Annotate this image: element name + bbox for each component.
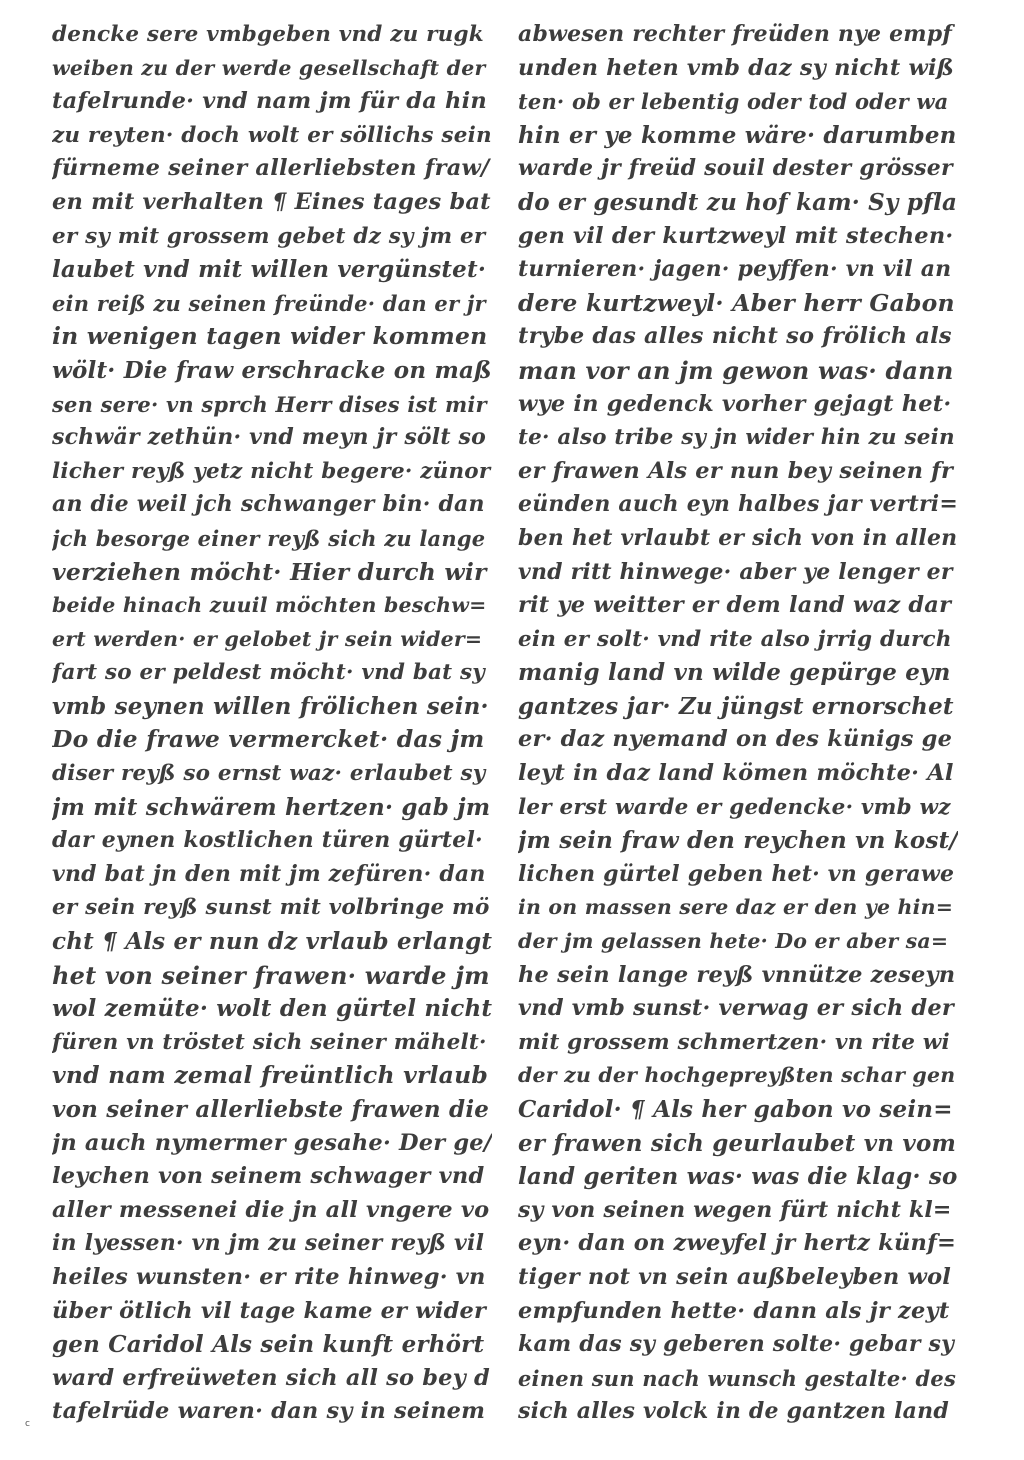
text-line: wol zemüte· wolt den gürtel nicht [52, 995, 492, 1023]
text-line: er frawen Als er nun bey seinen fr [518, 457, 954, 484]
text-line: ert werden· er gelobet jr sein wider= [52, 626, 483, 651]
text-line: vnd ritt hinwege· aber ye lenger er [518, 558, 953, 585]
text-line: der zu der hochgepreyßten schar gen [518, 1063, 956, 1088]
text-line: unden heten vmb daz sy nicht wiß [518, 54, 955, 81]
text-line: dar eynen kostlichen türen gürtel· [52, 827, 483, 854]
text-line: beide hinach zuuil möchten beschw= [52, 593, 487, 618]
text-line: ein er solt· vnd rite also jrrig durch [518, 626, 952, 652]
text-line: füren vn tröstet sich seiner mähelt· [52, 1029, 487, 1055]
text-line: in lyessen· vn jm zu seiner reyß vil [52, 1230, 485, 1257]
text-line: vnd bat jn den mit jm zefüren· dan [52, 860, 486, 887]
text-line: kam das sy geberen solte· gebar sy [518, 1331, 955, 1358]
text-line: fart so er peldest möcht· vnd bat sy [52, 660, 485, 686]
text-line: weiben zu der werde gesellschaft der [52, 55, 486, 80]
text-line: ten· ob er lebentig oder tod oder wa [518, 89, 949, 115]
text-line: vnd nam zemal freüntlich vrlaub [52, 1061, 489, 1090]
text-line: schwär zethün· vnd meyn jr sölt so [52, 424, 487, 451]
text-line: te· also tribe sy jn wider hin zu sein [518, 425, 955, 451]
text-line: en mit verhalten ¶ Eines tages bat [52, 188, 491, 215]
text-line: heiles wunsten· er rite hinweg· vn [52, 1263, 486, 1290]
text-line: ein reiß zu seinen freünde· dan er jr [52, 290, 486, 316]
text-line: jm sein fraw den reychen vn kost/ [518, 827, 958, 855]
text-line: zu reyten· doch wolt er söllichs sein [52, 122, 492, 148]
text-line: sen sere· vn sprch Herr dises ist mir [52, 391, 487, 417]
text-line: licher reyß yetz nicht begere· zünor [52, 458, 491, 484]
text-line: er sein reyß sunst mit volbringe mö [52, 895, 490, 921]
text-line: der jm gelassen hete· Do er aber sa= [518, 929, 949, 954]
text-line: jn auch nymermer gesahe· Der ge/ [52, 1129, 492, 1156]
text-line: warde jr freüd souil dester grösser [518, 155, 953, 182]
text-line: he sein lange reyß vnnütze zeseyn [518, 961, 956, 988]
text-line: sy von seinen wegen fürt nicht kl= [518, 1196, 952, 1223]
text-line: man vor an jm gewon was· dann [518, 355, 954, 385]
text-line: tafelrüde waren· dan sy in seinem [52, 1398, 486, 1425]
text-line: do er gesundt zu hof kam· Sy pfla [518, 188, 958, 216]
text-line: vmb seynen willen frölichen sein· [52, 692, 489, 720]
text-line: laubet vnd mit willen vergünstet· [52, 256, 487, 284]
text-line: ler erst warde er gedencke· vmb wz [518, 794, 951, 820]
text-column-left [52, 18, 492, 1429]
text-line: cht ¶ Als er nun dz vrlaub erlangt [52, 928, 492, 956]
text-line: hin er ye komme wäre· darumben [518, 121, 957, 149]
text-line: leyt in daz land kömen möchte· Al [518, 760, 954, 787]
text-line: von seiner allerliebste frawen die [52, 1096, 490, 1123]
text-line: turnieren· jagen· peyffen· vn vil an [518, 256, 952, 283]
text-line: Do die frawe vermercket· das jm [52, 725, 485, 754]
text-line: diser reyß so ernst waz· erlaubet sy [52, 761, 486, 787]
text-line: aller messenei die jn all vngere vo [52, 1196, 490, 1223]
text-line: tiger not vn sein außbeleyben wol [518, 1263, 952, 1290]
text-line: sich alles volck in de gantzen land [518, 1398, 949, 1425]
text-line: Caridol· ¶ Als her gabon vo sein= [518, 1096, 953, 1123]
text-line: trybe das alles nicht so frölich als [518, 323, 952, 350]
text-line: fürneme seiner allerliebsten fraw/ [52, 155, 490, 182]
text-line: in on massen sere daz er den ye hin= [518, 895, 954, 920]
text-line: eünden auch eyn halbes jar vertri= [518, 491, 958, 518]
text-line: tafelrunde· vnd nam jm für da hin [52, 88, 487, 115]
text-line: vnd vmb sunst· verwag er sich der [518, 995, 954, 1022]
text-line: gantzes jar· Zu jüngst ernorschet [518, 692, 954, 720]
page-edge-mark: c [25, 1419, 30, 1429]
text-line: über ötlich vil tage kame er wider [52, 1297, 487, 1324]
text-line: wölt· Die fraw erschracke on maß [52, 356, 492, 384]
text-line: in wenigen tagen wider kommen [52, 322, 488, 351]
text-line: jm mit schwärem hertzen· gab jm [52, 793, 491, 821]
text-column-right [518, 18, 958, 1429]
text-line: eyn· dan on zweyfel jr hertz künf= [518, 1230, 957, 1257]
text-line: abwesen rechter freüden nye empf [518, 21, 953, 47]
text-line: empfunden hette· dann als jr zeyt [518, 1297, 950, 1324]
text-line: gen vil der kurtzweyl mit stechen· [518, 222, 954, 249]
text-line: het von seiner frawen· warde jm [52, 960, 490, 990]
text-line: an die weil jch schwanger bin· dan [52, 491, 485, 518]
text-line: er frawen sich geurlaubet vn vom [518, 1129, 957, 1157]
text-line: ben het vrlaubt er sich von in allen [518, 524, 958, 551]
text-line: mit grossem schmertzen· vn rite wi [518, 1029, 950, 1055]
text-line: er· daz nyemand on des künigs ge [518, 726, 953, 753]
text-line: er sy mit grossem gebet dz sy jm er [52, 223, 486, 249]
text-line: land geriten was· was die klag· so [518, 1163, 958, 1191]
text-line: rit ye weitter er dem land waz dar [518, 592, 952, 619]
text-line: einen sun nach wunsch gestalte· des [518, 1365, 956, 1391]
text-line: ward erfreüweten sich all so bey d [52, 1364, 490, 1391]
text-line: lichen gürtel geben het· vn gerawe [518, 860, 955, 887]
text-line: wye in gedenck vorher gejagt het· [518, 390, 952, 417]
text-line: verziehen möcht· Hier durch wir [52, 557, 487, 586]
text-line: jch besorge einer reyß sich zu lange [52, 525, 486, 551]
text-line: dere kurtzweyl· Aber herr Gabon [518, 288, 955, 317]
text-line: manig land vn wilde gepürge eyn [518, 659, 951, 687]
text-line: leychen von seinem schwager vnd [52, 1163, 485, 1190]
text-line: gen Caridol Als sein kunft erhört [52, 1331, 485, 1359]
text-line: dencke sere vmbgeben vnd zu rugk [52, 22, 484, 47]
